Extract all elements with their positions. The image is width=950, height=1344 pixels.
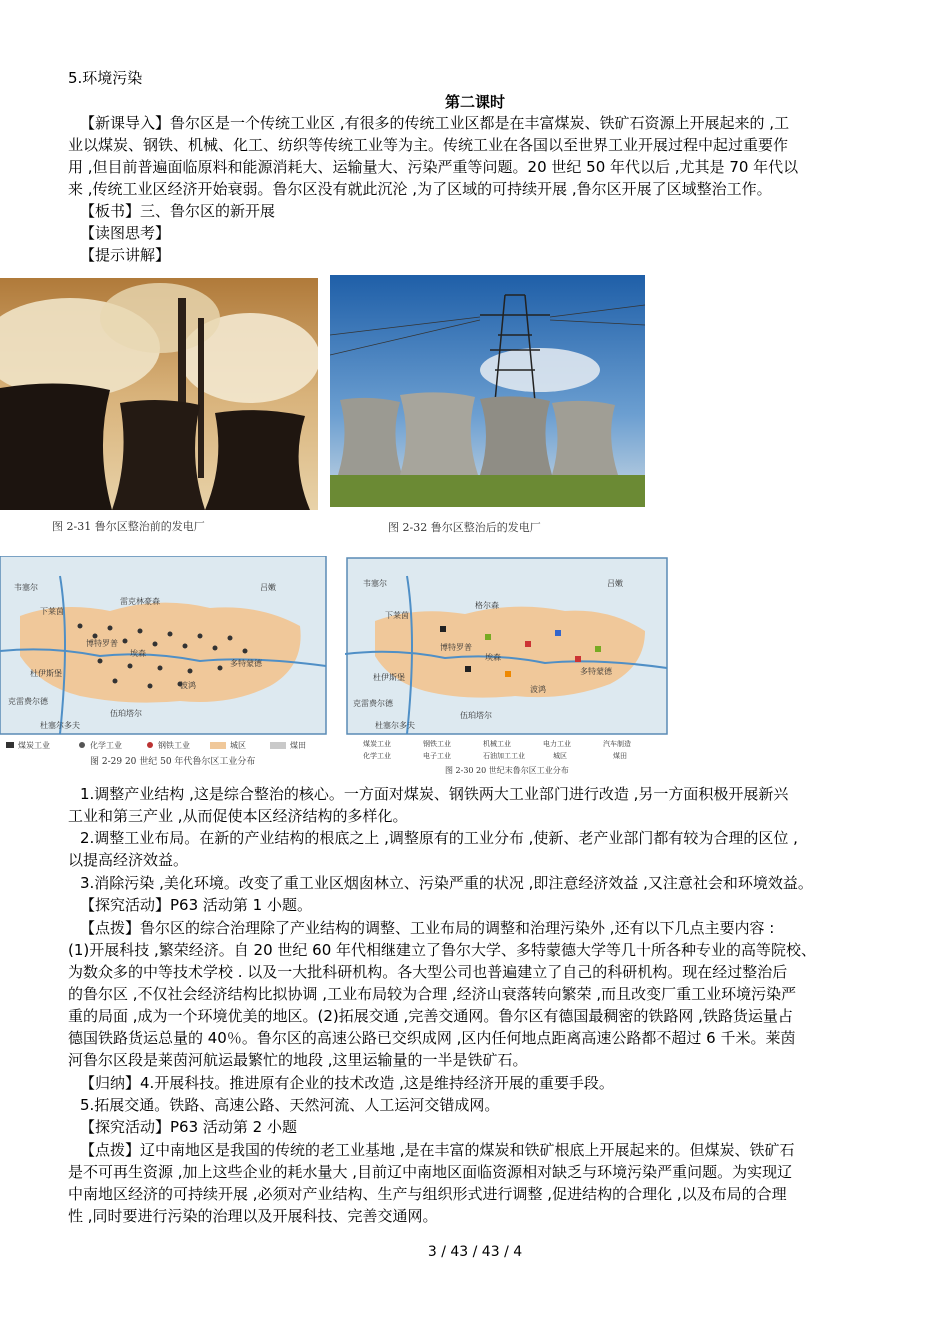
map1-label-7: 埃森 [130, 649, 146, 658]
map2-label-7: 埃森 [485, 653, 501, 662]
map2-legend-r2-0: 化学工业 [363, 752, 391, 760]
map2-label-8: 波鸿 [530, 685, 546, 694]
hint-line: 【提示讲解】 [80, 246, 171, 264]
lesson-title: 第二课时 [444, 93, 505, 111]
figure-ruhr-map-late-century [345, 556, 675, 778]
point-line-9: 为数众多的中等技术学校 . 以及一大批科研机构。各大型公司也普遍建立了自己的科研机构。现在经过整治后 [68, 963, 788, 981]
figure-ruhr-map-1950s [0, 556, 330, 770]
map2-legend-r2-2: 石油加工工业 [483, 752, 525, 760]
intro-line-2: 业以煤炭、钢铁、机械、化工、纺织等传统工业等为主。传统工业在各国以至世界工业开展过程中起过重要作 [68, 136, 789, 154]
point-line-10: 的鲁尔区 ,不仅社会经济结构比拟协调 ,工业布局较为合理 ,经济山衰落转向繁荣 ,而且改变厂重工业环境污染严 [68, 985, 797, 1003]
map2-label-4: 博特罗普 [440, 643, 472, 652]
power-plant-after-photo [330, 275, 645, 545]
intro-line-3: 用 ,但目前普遍面临原料和能源消耗大、运输量大、污染严重等问题。20 世纪 50 年代以后 ,尤其是 70 年代以 [68, 158, 799, 176]
map2-legend-r1-3: 电力工业 [543, 740, 571, 748]
map2-label-6: 杜伊斯堡 [373, 673, 405, 682]
page-number: 3 / 43 / 43 / 4 [427, 1244, 523, 1260]
ruhr-map-late-century [345, 556, 675, 778]
map2-legend-r1-0: 煤炭工业 [363, 740, 391, 748]
point-line-18: 是不可再生资源 ,加上这些企业的耗水量大 ,目前辽中南地区面临资源相对缺乏与环境污染严重问题。为实现辽 [68, 1163, 793, 1181]
caption-fig-2-30: 图 2-30 20 世纪末鲁尔区工业分布 [445, 766, 569, 775]
section-heading: 5.环境污染 [68, 69, 143, 87]
reading-line: 【读图思考】 [80, 224, 171, 242]
point-line-7: 【点拨】鲁尔区的综合治理除了产业结构的调整、工业布局的调整和治理污染外 ,还有以下几点主要内容 : [80, 919, 775, 937]
map1-label-2: 下莱茵 [40, 607, 64, 616]
figure-power-plant-before [0, 278, 318, 545]
map2-legend-r2-1: 电子工业 [423, 752, 451, 760]
caption-fig-2-31: 图 2-31 鲁尔区整治前的发电厂 [52, 520, 205, 533]
map1-legend-1: 化学工业 [90, 741, 122, 750]
map1-legend-2: 钢铁工业 [158, 741, 190, 750]
map1-label-0: 韦塞尔 [14, 583, 38, 592]
figure-power-plant-after [330, 275, 645, 545]
point-line-5: 3.消除污染 ,美化环境。改变了重工业区烟囱林立、污染严重的状况 ,即注意经济效益 ,又注意社会和环境效益。 [80, 874, 813, 892]
map1-label-3: 雷克林豪森 [120, 597, 160, 606]
point-line-17: 【点拨】辽中南地区是我国的传统的老工业基地 ,是在丰富的煤炭和铁矿根底上开展起来的。但煤炭、铁矿石 [80, 1141, 795, 1159]
point-line-2: 工业和第三产业 ,从而促使本区经济结构的多样化。 [68, 807, 408, 825]
map2-label-2: 下莱茵 [385, 611, 409, 620]
point-line-19: 中南地区经济的可持续开展 ,必须对产业结构、生产与组织形式进行调整 ,促进结构的合理化 ,以及布局的合理 [68, 1185, 787, 1203]
map2-legend-r1-1: 钢铁工业 [423, 740, 451, 748]
map2-label-10: 伍珀塔尔 [460, 711, 492, 720]
map1-label-8: 波鸿 [180, 681, 196, 690]
map1-label-11: 杜塞尔多夫 [40, 721, 80, 730]
point-line-3: 2.调整工业布局。在新的产业结构的根底之上 ,调整原有的工业分布 ,使新、老产业部门都有较为合理的区位 , [80, 829, 798, 847]
map2-label-5: 多特蒙德 [580, 667, 612, 676]
ruhr-map-1950s [0, 556, 330, 770]
caption-fig-2-29: 图 2-29 20 世纪 50 年代鲁尔区工业分布 [90, 757, 256, 767]
map2-label-1: 吕嫩 [607, 579, 623, 588]
map2-legend-r1-2: 机械工业 [483, 740, 511, 748]
map2-label-11: 杜塞尔多夫 [375, 721, 415, 730]
map1-legend-4: 煤田 [290, 741, 306, 750]
power-plant-before-photo [0, 278, 318, 545]
map2-legend-r1-4: 汽车制造 [603, 740, 631, 748]
map2-legend-r2-3: 城区 [553, 752, 567, 760]
map1-label-4: 博特罗普 [86, 639, 118, 648]
map2-label-0: 韦塞尔 [363, 579, 387, 588]
point-line-16: 【探究活动】P63 活动第 2 小题 [80, 1118, 297, 1136]
map1-label-10: 伍珀塔尔 [110, 709, 142, 718]
map1-label-1: 吕嫩 [260, 583, 276, 592]
point-line-20: 性 ,同时要进行污染的治理以及开展科技、完善交通网。 [68, 1207, 438, 1225]
point-line-13: 河鲁尔区段是莱茵河航运最繁忙的地段 ,这里运输量的一半是铁矿石。 [68, 1051, 528, 1069]
map1-label-5: 多特蒙德 [230, 659, 262, 668]
map1-legend-3: 城区 [230, 741, 246, 750]
point-line-4: 以提高经济效益。 [68, 851, 189, 869]
caption-fig-2-32: 图 2-32 鲁尔区整治后的发电厂 [388, 521, 541, 534]
map1-legend-0: 煤炭工业 [18, 741, 50, 750]
point-line-12: 德国铁路货运总量的 40％。鲁尔区的高速公路已交织成网 ,区内任何地点距离高速公路都不超过 6 千米。莱茵 [68, 1029, 796, 1047]
point-line-1: 1.调整产业结构 ,这是综合整治的核心。一方面对煤炭、钢铁两大工业部门进行改造 ,另一方面积极开展新兴 [80, 785, 789, 803]
map2-label-9: 克雷费尔德 [353, 699, 393, 708]
board-line: 【板书】三、鲁尔区的新开展 [80, 202, 276, 220]
map1-label-9: 克雷费尔德 [8, 697, 48, 706]
map2-label-3: 格尔森 [475, 601, 499, 610]
point-line-8: (1)开展科技 ,繁荣经济。自 20 世纪 60 年代相继建立了鲁尔大学、多特蒙德大学等几十所各种专业的高等院校、 [68, 941, 817, 959]
point-line-15: 5.拓展交通。铁路、高速公路、天然河流、人工运河交错成网。 [80, 1096, 500, 1114]
point-line-11: 重的局面 ,成为一个环境优美的地区。(2)拓展交通 ,完善交通网。鲁尔区有德国最稠密的铁路网 ,铁路货运量占 [68, 1007, 793, 1025]
map2-legend-r2-4: 煤田 [613, 752, 627, 760]
map1-label-6: 杜伊斯堡 [30, 669, 62, 678]
point-line-14: 【归纳】4.开展科技。推进原有企业的技术改造 ,这是维持经济开展的重要手段。 [80, 1074, 614, 1092]
intro-line-4: 来 ,传统工业区经济开始衰弱。鲁尔区没有就此沉沦 ,为了区域的可持续开展 ,鲁尔区开展了区域整治工作。 [68, 180, 772, 198]
point-line-6: 【探究活动】P63 活动第 1 小题。 [80, 896, 312, 914]
intro-line-1: 【新课导入】鲁尔区是一个传统工业区 ,有很多的传统工业区都是在丰富煤炭、铁矿石资源上开展起来的 ,工 [80, 114, 790, 132]
